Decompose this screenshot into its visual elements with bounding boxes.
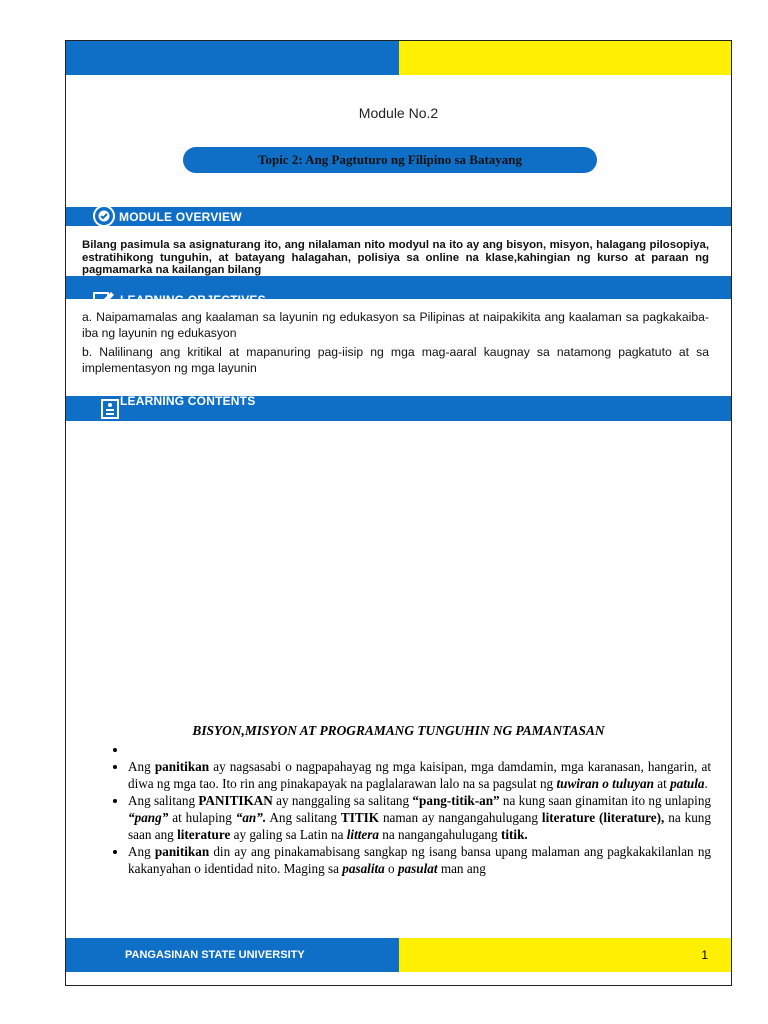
panitikan-bullets bbox=[106, 741, 711, 877]
bullet-panitikan-identity: • Ang panitikan din ay ang pinakamabisang sangkap ng isang bansa upang malaman ang pagkakakilanlan ng kakanyahan o identidad nito. Maging sa pasalita o pasulat man ang bbox=[128, 843, 711, 877]
module-overview-band bbox=[66, 207, 731, 226]
footer-page-number: 1 bbox=[399, 938, 731, 972]
empty-bullet bbox=[128, 741, 711, 758]
objective-b: b. Nalilinang ang kritikal at mapanuring pag-iisip ng mga mag-aaral kaugnay sa natamong pagkatuto at sa implementasyon ng mga layunin bbox=[82, 345, 709, 375]
gear-badge-icon bbox=[93, 205, 115, 230]
topic-title: Topic 2: Ang Pagtuturo ng Filipino sa Batayang bbox=[257, 152, 523, 167]
topic-banner bbox=[183, 147, 597, 173]
document-icon bbox=[101, 399, 119, 422]
objectives-list bbox=[82, 309, 709, 379]
module-overview-title: MODULE OVERVIEW bbox=[119, 210, 242, 224]
header-bar bbox=[66, 41, 731, 75]
bullet-panitikan-origin: • Ang salitang PANITIKAN ay nanggaling sa salitang “pang-titik-an” na kung saan ginamitan ito ng unlaping “pang” at hulaping “an”. Ang salitang TITIK naman ay nangangahulugang literature (literature), na kung saan ang literature ay galing sa Latin na littera na nangangahulugang titik. bbox=[128, 792, 711, 843]
header-bar-blue bbox=[66, 41, 399, 75]
overview-paragraph: Bilang pasimula sa asignaturang ito, ang nilalaman nito modyul na ito ay ang bisyon, misyon, halagang pilosopiya, estratihikong tunguhin, at batayang halagahan, polisiya sa online na klase,kahingian ng kurso at paraan ng pagmamarka na kailangan bilang bbox=[82, 239, 709, 276]
footer-university: PANGASINAN STATE UNIVERSITY bbox=[66, 938, 399, 972]
learning-contents-title: LEARNING CONTENTS bbox=[120, 394, 256, 408]
bullet-panitikan-definition: • Ang panitikan ay nagsasabi o nagpapahayag ng mga kaisipan, mga damdamin, mga karanasan, hangarin, at diwa ng mga tao. Ito rin ang pinakapayak na paglalarawan lalo na sa pagsulat ng tuwiran o tuluyan at patula. bbox=[128, 758, 711, 792]
footer-bar bbox=[66, 938, 731, 972]
header-bar-yellow bbox=[399, 41, 731, 75]
bisyon-heading: BISYON,MISYON AT PROGRAMANG TUNGUHIN NG PAMANTASAN bbox=[192, 723, 605, 738]
module-page bbox=[65, 40, 732, 986]
learning-contents-band bbox=[66, 396, 731, 421]
module-number: Module No.2 bbox=[358, 105, 439, 121]
objective-a: a. Naipamamalas ang kaalaman sa layunin ng edukasyon sa Pilipinas at naipakikita ang kaalaman sa pagkakaiba-iba ng layunin ng edukasyon bbox=[82, 310, 709, 340]
learning-objectives-title: LEARNING OBJECTIVES bbox=[120, 293, 266, 307]
learning-objectives-band bbox=[65, 276, 731, 307]
